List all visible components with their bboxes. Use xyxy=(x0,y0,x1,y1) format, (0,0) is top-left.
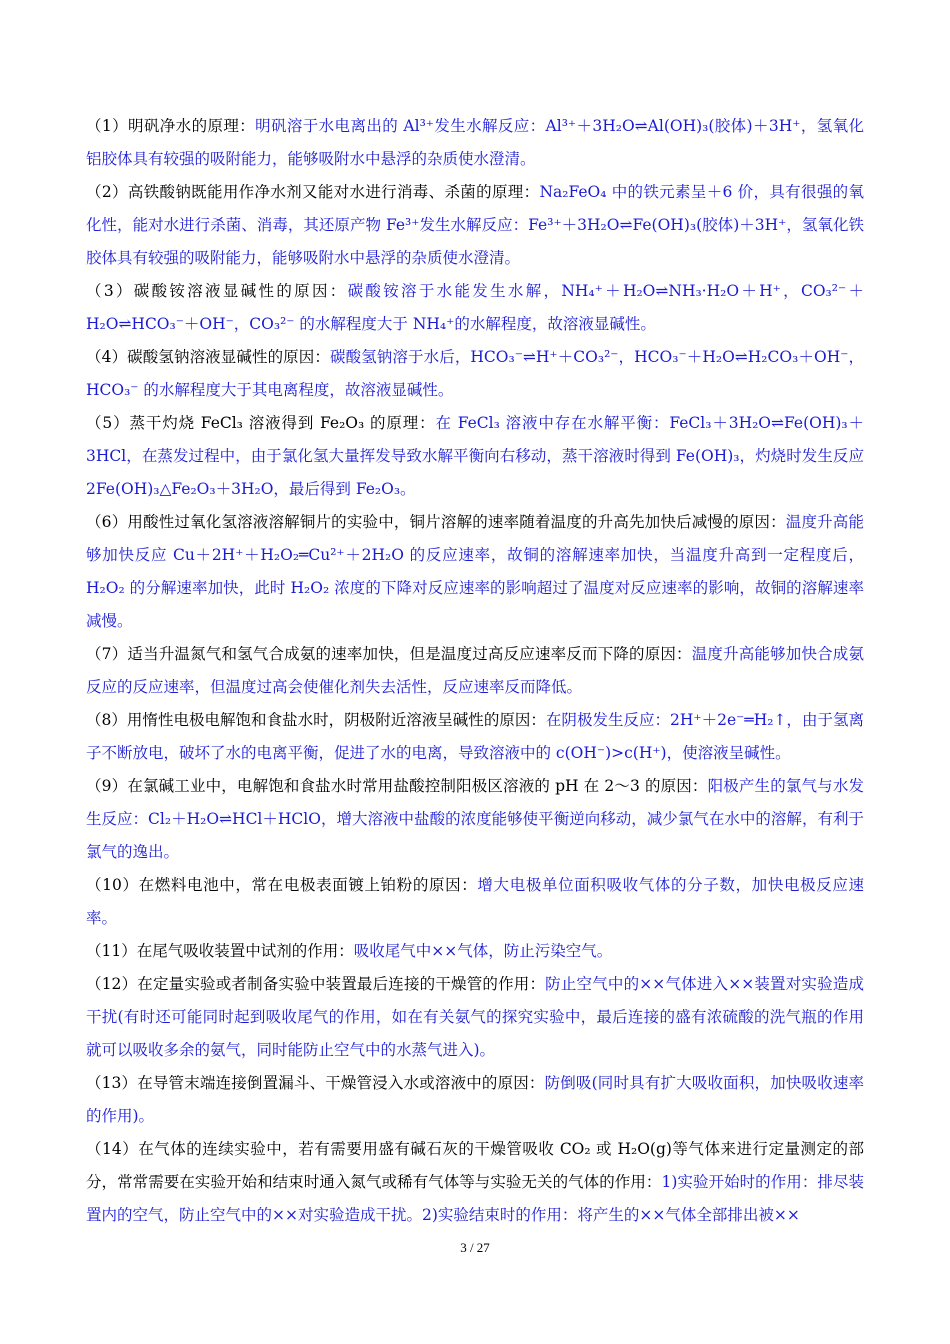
question-text: （5）蒸干灼烧 FeCl₃ 溶液得到 Fe₂O₃ 的原理： xyxy=(86,414,436,432)
item-11 xyxy=(86,935,864,968)
answer-text: Na₂FeO₄ 中的铁元素呈＋6 价，具有很强的氧化性，能对水进行杀菌、消毒，其还原产物 Fe³⁺发生水解反应：Fe³⁺＋3H₂O⇌Fe(OH)₃(胶体)＋3H⁺，氢氧化铁胶体具有较强的吸附能力，能够吸附水中悬浮的杂质使水澄清。 xyxy=(86,183,864,267)
page-number: 3 / 27 xyxy=(460,1240,490,1255)
answer-text: 在阴极发生反应：2H⁺＋2e⁻═H₂↑，由于氢离子不断放电，破坏了水的电离平衡，促进了水的电离，导致溶液中的 c(OH⁻)>c(H⁺)，使溶液呈碱性。 xyxy=(86,711,864,762)
item-1 xyxy=(86,110,864,176)
item-2 xyxy=(86,176,864,275)
answer-text: 碳酸氢钠溶于水后，HCO₃⁻⇌H⁺＋CO₃²⁻，HCO₃⁻＋H₂O⇌H₂CO₃＋OH⁻，HCO₃⁻ 的水解程度大于其电离程度，故溶液显碱性。 xyxy=(86,348,864,399)
question-text: （6）用酸性过氧化氢溶液溶解铜片的实验中，铜片溶解的速率随着温度的升高先加快后减慢的原因： xyxy=(86,513,786,531)
answer-text: 在 FeCl₃ 溶液中存在水解平衡：FeCl₃＋3H₂O⇌Fe(OH)₃＋3HCl，在蒸发过程中，由于氯化氢大量挥发导致水解平衡向右移动，蒸干溶液时得到 Fe(OH)₃，灼烧时发生反应 2Fe(OH)₃△Fe₂O₃＋3H₂O，最后得到 Fe₂O₃。 xyxy=(86,414,864,498)
answer-text: 1)实验开始时的作用：排尽装置内的空气，防止空气中的××对实验造成干扰。2)实验结束时的作用：将产生的××气体全部排出被×× xyxy=(86,1173,864,1224)
question-text: （13）在导管末端连接倒置漏斗、干燥管浸入水或溶液中的原因： xyxy=(86,1074,545,1092)
question-text: （2）高铁酸钠既能用作净水剂又能对水进行消毒、杀菌的原理： xyxy=(86,183,540,201)
question-text: （11）在尾气吸收装置中试剂的作用： xyxy=(86,942,354,960)
answer-text: 吸收尾气中××气体，防止污染空气。 xyxy=(353,942,613,960)
question-text: （8）用惰性电极电解饱和食盐水时，阴极附近溶液呈碱性的原因： xyxy=(86,711,546,729)
item-8 xyxy=(86,704,864,770)
question-text: （12）在定量实验或者制备实验中装置最后连接的干燥管的作用： xyxy=(86,975,546,993)
answer-text: 明矾溶于水电离出的 Al³⁺发生水解反应：Al³⁺＋3H₂O⇌Al(OH)₃(胶体)＋3H⁺，氢氧化铝胶体具有较强的吸附能力，能够吸附水中悬浮的杂质使水澄清。 xyxy=(86,117,864,168)
item-12 xyxy=(86,968,864,1067)
answer-text: 增大电极单位面积吸收气体的分子数，加快电极反应速率。 xyxy=(86,876,864,927)
question-text: （9）在氯碱工业中，电解饱和食盐水时常用盐酸控制阳极区溶液的 pH 在 2～3 的原因： xyxy=(86,777,708,795)
item-9 xyxy=(86,770,864,869)
item-6 xyxy=(86,506,864,638)
item-10 xyxy=(86,869,864,935)
question-text: （7）适当升温氮气和氢气合成氨的速率加快，但是温度过高反应速率反而下降的原因： xyxy=(86,645,692,663)
answer-text: 温度升高能够加快合成氨反应的反应速率，但温度过高会使催化剂失去活性，反应速率反而降低。 xyxy=(86,645,864,696)
item-13 xyxy=(86,1067,864,1133)
answer-text: 碳酸铵溶于水能发生水解，NH₄⁺＋H₂O⇌NH₃·H₂O＋H⁺，CO₃²⁻＋H₂O⇌HCO₃⁻＋OH⁻，CO₃²⁻ 的水解程度大于 NH₄⁺的水解程度，故溶液显碱性。 xyxy=(86,282,864,333)
question-text: （3）碳酸铵溶液显碱性的原因： xyxy=(86,282,348,300)
question-text: （4）碳酸氢钠溶液显碱性的原因： xyxy=(86,348,330,366)
item-3 xyxy=(86,275,864,341)
item-4 xyxy=(86,341,864,407)
question-text: （14）在气体的连续实验中，若有需要用盛有碱石灰的干燥管吸收 CO₂ 或 H₂O(g)等气体来进行定量测定的部分，常常需要在实验开始和结束时通入氮气或稀有气体等与实验无关的气体的作用： xyxy=(86,1140,864,1191)
answer-text: 温度升高能够加快反应 Cu＋2H⁺＋H₂O₂═Cu²⁺＋2H₂O 的反应速率，故铜的溶解速率加快，当温度升高到一定程度后，H₂O₂ 的分解速率加快，此时 H₂O₂ 浓度的下降对反应速率的影响超过了温度对反应速率的影响，故铜的溶解速率减慢。 xyxy=(86,513,864,630)
answer-text: 防止空气中的××气体进入××装置对实验造成干扰(有时还可能同时起到吸收尾气的作用，如在有关氨气的探究实验中，最后连接的盛有浓硫酸的洗气瓶的作用就可以吸收多余的氨气，同时能防止空气中的水蒸气进入)。 xyxy=(86,975,864,1059)
item-7 xyxy=(86,638,864,704)
question-text: （10）在燃料电池中，常在电极表面镀上铂粉的原因： xyxy=(86,876,478,894)
item-5 xyxy=(86,407,864,506)
answer-text: 防倒吸(同时具有扩大吸收面积，加快吸收速率的作用)。 xyxy=(86,1074,864,1125)
answer-text: 阳极产生的氯气与水发生反应：Cl₂＋H₂O⇌HCl＋HClO，增大溶液中盐酸的浓度能够使平衡逆向移动，减少氯气在水中的溶解，有利于氯气的逸出。 xyxy=(86,777,864,861)
item-14 xyxy=(86,1133,864,1232)
question-text: （1）明矾净水的原理： xyxy=(86,117,256,135)
document-body xyxy=(86,110,864,1232)
